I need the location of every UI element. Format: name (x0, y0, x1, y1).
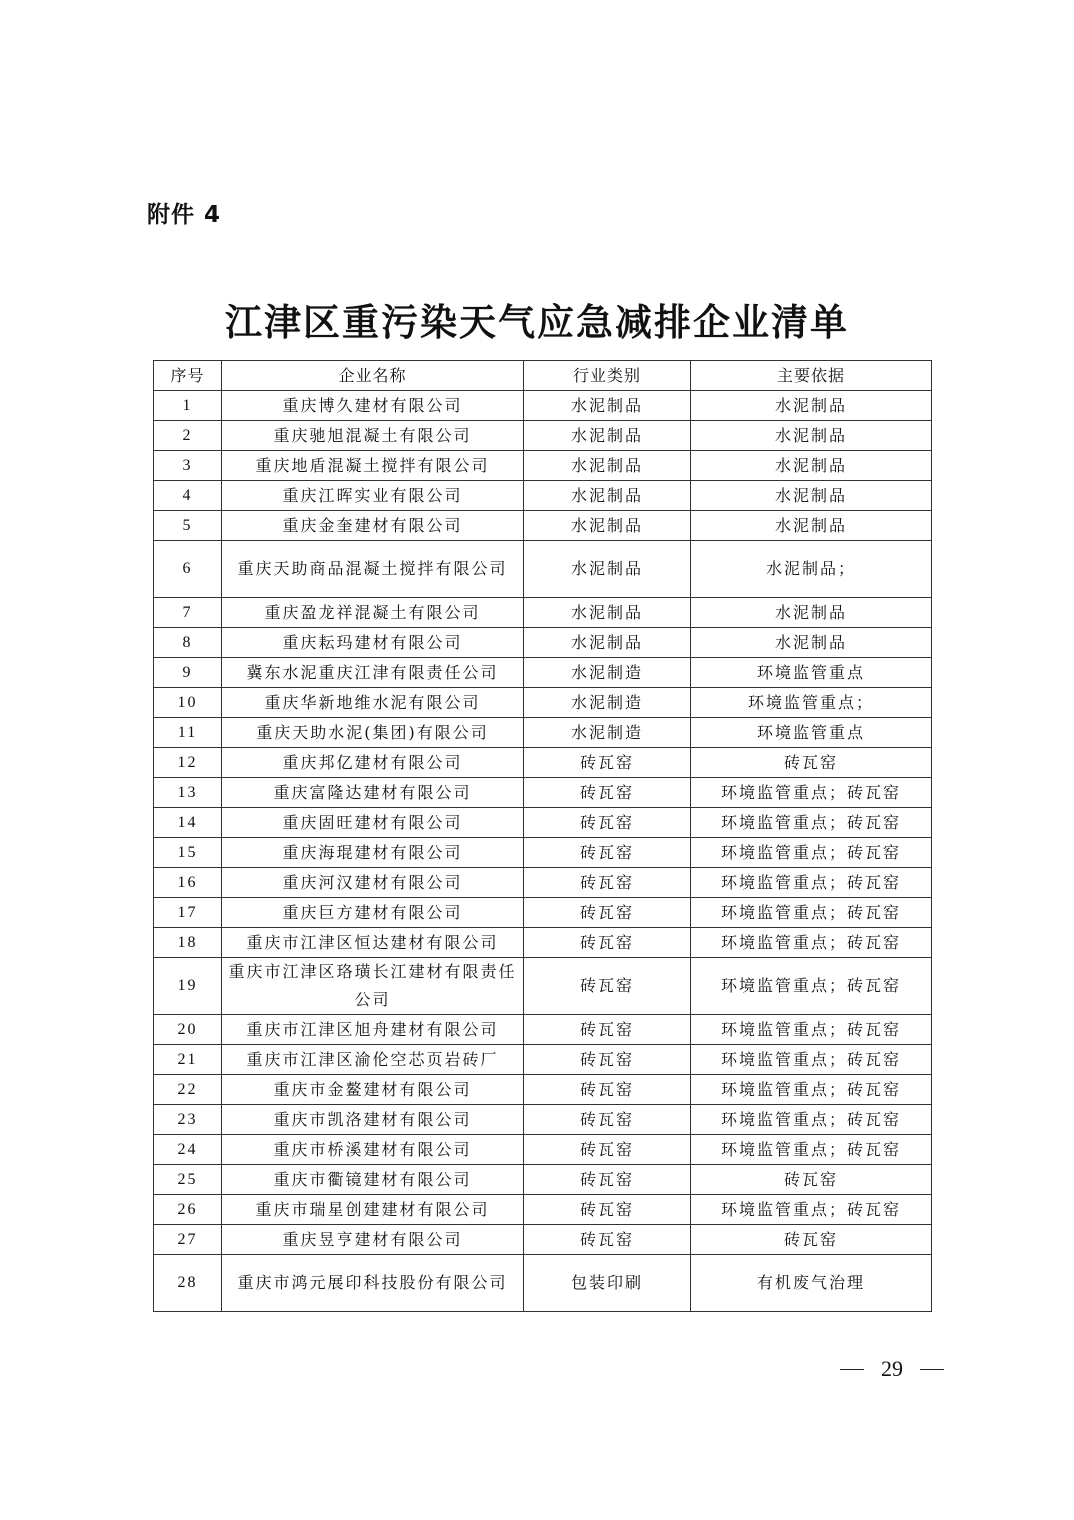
cell-serial: 2 (154, 421, 222, 451)
cell-serial: 27 (154, 1225, 222, 1255)
cell-serial: 15 (154, 838, 222, 868)
cell-serial: 8 (154, 628, 222, 658)
cell-basis: 环境监管重点；砖瓦窑 (691, 1015, 932, 1045)
cell-basis: 砖瓦窑 (691, 748, 932, 778)
cell-industry: 砖瓦窑 (524, 868, 691, 898)
cell-serial: 4 (154, 481, 222, 511)
table-row (154, 1015, 932, 1045)
cell-company-name: 重庆昱亨建材有限公司 (222, 1225, 524, 1255)
table-row (154, 598, 932, 628)
table-row (154, 958, 932, 1015)
cell-company-name: 重庆金奎建材有限公司 (222, 511, 524, 541)
cell-basis: 水泥制品 (691, 628, 932, 658)
header-serial: 序号 (154, 361, 222, 391)
cell-industry: 水泥制品 (524, 421, 691, 451)
table-row (154, 718, 932, 748)
header-basis: 主要依据 (691, 361, 932, 391)
table-row (154, 928, 932, 958)
cell-serial: 22 (154, 1075, 222, 1105)
cell-serial: 7 (154, 598, 222, 628)
table-row (154, 898, 932, 928)
cell-industry: 砖瓦窑 (524, 808, 691, 838)
cell-company-name: 重庆邦亿建材有限公司 (222, 748, 524, 778)
cell-company-name: 重庆耘玛建材有限公司 (222, 628, 524, 658)
cell-company-name: 重庆市瑞星创建建材有限公司 (222, 1195, 524, 1225)
cell-basis: 水泥制品； (691, 541, 932, 598)
header-company-name: 企业名称 (222, 361, 524, 391)
table-row (154, 451, 932, 481)
cell-basis: 环境监管重点；砖瓦窑 (691, 1135, 932, 1165)
cell-basis: 水泥制品 (691, 598, 932, 628)
cell-serial: 13 (154, 778, 222, 808)
cell-basis: 环境监管重点；砖瓦窑 (691, 868, 932, 898)
cell-basis: 环境监管重点；砖瓦窑 (691, 928, 932, 958)
cell-company-name: 重庆市衢镜建材有限公司 (222, 1165, 524, 1195)
cell-basis: 环境监管重点；砖瓦窑 (691, 778, 932, 808)
cell-basis: 砖瓦窑 (691, 1225, 932, 1255)
table-row (154, 391, 932, 421)
cell-industry: 包装印刷 (524, 1255, 691, 1312)
cell-company-name: 重庆博久建材有限公司 (222, 391, 524, 421)
cell-industry: 砖瓦窑 (524, 1105, 691, 1135)
cell-industry: 砖瓦窑 (524, 1045, 691, 1075)
cell-company-name: 重庆江晖实业有限公司 (222, 481, 524, 511)
cell-basis: 环境监管重点；砖瓦窑 (691, 1075, 932, 1105)
cell-company-name: 重庆市江津区珞璜长江建材有限责任公司 (222, 958, 524, 1015)
table-header-row (154, 361, 932, 391)
cell-industry: 水泥制品 (524, 451, 691, 481)
cell-industry: 砖瓦窑 (524, 1135, 691, 1165)
table-row (154, 421, 932, 451)
cell-serial: 21 (154, 1045, 222, 1075)
table-row (154, 1165, 932, 1195)
cell-industry: 砖瓦窑 (524, 778, 691, 808)
footer-dash-right (920, 1369, 944, 1370)
cell-company-name: 重庆市江津区渝伦空芯页岩砖厂 (222, 1045, 524, 1075)
cell-serial: 25 (154, 1165, 222, 1195)
cell-basis: 有机废气治理 (691, 1255, 932, 1312)
cell-basis: 环境监管重点；砖瓦窑 (691, 808, 932, 838)
cell-serial: 23 (154, 1105, 222, 1135)
cell-industry: 水泥制品 (524, 511, 691, 541)
header-industry: 行业类别 (524, 361, 691, 391)
cell-serial: 20 (154, 1015, 222, 1045)
cell-industry: 砖瓦窑 (524, 1165, 691, 1195)
cell-company-name: 重庆巨方建材有限公司 (222, 898, 524, 928)
cell-serial: 19 (154, 958, 222, 1015)
table-row (154, 481, 932, 511)
cell-serial: 24 (154, 1135, 222, 1165)
cell-company-name: 重庆市金鳌建材有限公司 (222, 1075, 524, 1105)
cell-basis: 环境监管重点；砖瓦窑 (691, 838, 932, 868)
cell-industry: 砖瓦窑 (524, 1075, 691, 1105)
cell-company-name: 重庆盈龙祥混凝土有限公司 (222, 598, 524, 628)
cell-industry: 水泥制品 (524, 481, 691, 511)
cell-basis: 环境监管重点； (691, 688, 932, 718)
cell-company-name: 重庆市凯洛建材有限公司 (222, 1105, 524, 1135)
table-row (154, 778, 932, 808)
cell-company-name: 重庆天助商品混凝土搅拌有限公司 (222, 541, 524, 598)
cell-company-name: 重庆市江津区旭舟建材有限公司 (222, 1015, 524, 1045)
cell-basis: 环境监管重点；砖瓦窑 (691, 1195, 932, 1225)
cell-serial: 18 (154, 928, 222, 958)
cell-serial: 16 (154, 868, 222, 898)
cell-industry: 砖瓦窑 (524, 958, 691, 1015)
cell-serial: 26 (154, 1195, 222, 1225)
cell-basis: 水泥制品 (691, 391, 932, 421)
cell-company-name: 冀东水泥重庆江津有限责任公司 (222, 658, 524, 688)
table-row (154, 1105, 932, 1135)
cell-industry: 砖瓦窑 (524, 1195, 691, 1225)
cell-company-name: 重庆华新地维水泥有限公司 (222, 688, 524, 718)
cell-basis: 水泥制品 (691, 451, 932, 481)
table-row (154, 1195, 932, 1225)
cell-company-name: 重庆天助水泥(集团)有限公司 (222, 718, 524, 748)
table-row (154, 1075, 932, 1105)
cell-industry: 砖瓦窑 (524, 898, 691, 928)
cell-serial: 3 (154, 451, 222, 481)
cell-industry: 水泥制品 (524, 391, 691, 421)
cell-industry: 水泥制造 (524, 658, 691, 688)
attachment-label: 附件 4 (147, 202, 222, 228)
cell-basis: 环境监管重点；砖瓦窑 (691, 958, 932, 1015)
cell-company-name: 重庆河汉建材有限公司 (222, 868, 524, 898)
cell-serial: 11 (154, 718, 222, 748)
cell-company-name: 重庆地盾混凝土搅拌有限公司 (222, 451, 524, 481)
cell-industry: 砖瓦窑 (524, 1015, 691, 1045)
cell-industry: 砖瓦窑 (524, 838, 691, 868)
page-footer (840, 1356, 944, 1382)
cell-basis: 环境监管重点；砖瓦窑 (691, 1045, 932, 1075)
table-row (154, 748, 932, 778)
document-title: 江津区重污染天气应急减排企业清单 (225, 300, 849, 344)
table-row (154, 511, 932, 541)
cell-basis: 水泥制品 (691, 481, 932, 511)
cell-serial: 10 (154, 688, 222, 718)
cell-industry: 水泥制品 (524, 628, 691, 658)
cell-basis: 砖瓦窑 (691, 1165, 932, 1195)
cell-basis: 环境监管重点；砖瓦窑 (691, 1105, 932, 1135)
table-row (154, 628, 932, 658)
table-row (154, 1255, 932, 1312)
cell-basis: 环境监管重点 (691, 718, 932, 748)
table-row (154, 658, 932, 688)
table-row (154, 1225, 932, 1255)
cell-basis: 环境监管重点；砖瓦窑 (691, 898, 932, 928)
footer-dash-left (840, 1369, 864, 1370)
table-row (154, 541, 932, 598)
cell-basis: 水泥制品 (691, 511, 932, 541)
cell-serial: 1 (154, 391, 222, 421)
cell-company-name: 重庆市江津区恒达建材有限公司 (222, 928, 524, 958)
cell-serial: 17 (154, 898, 222, 928)
cell-industry: 水泥制造 (524, 688, 691, 718)
cell-industry: 砖瓦窑 (524, 748, 691, 778)
page-number: 29 (881, 1356, 903, 1381)
cell-serial: 9 (154, 658, 222, 688)
table-row (154, 1045, 932, 1075)
table-row (154, 838, 932, 868)
cell-company-name: 重庆富隆达建材有限公司 (222, 778, 524, 808)
table-body (154, 391, 932, 1312)
cell-serial: 12 (154, 748, 222, 778)
cell-industry: 水泥制造 (524, 718, 691, 748)
cell-company-name: 重庆固旺建材有限公司 (222, 808, 524, 838)
table-row (154, 688, 932, 718)
table-row (154, 808, 932, 838)
cell-serial: 5 (154, 511, 222, 541)
table-row (154, 1135, 932, 1165)
cell-company-name: 重庆海琨建材有限公司 (222, 838, 524, 868)
cell-serial: 6 (154, 541, 222, 598)
cell-serial: 28 (154, 1255, 222, 1312)
cell-industry: 水泥制品 (524, 541, 691, 598)
cell-company-name: 重庆驰旭混凝土有限公司 (222, 421, 524, 451)
cell-basis: 水泥制品 (691, 421, 932, 451)
cell-industry: 水泥制品 (524, 598, 691, 628)
cell-company-name: 重庆市鸿元展印科技股份有限公司 (222, 1255, 524, 1312)
cell-serial: 14 (154, 808, 222, 838)
table-row (154, 868, 932, 898)
cell-industry: 砖瓦窑 (524, 928, 691, 958)
cell-company-name: 重庆市桥溪建材有限公司 (222, 1135, 524, 1165)
cell-industry: 砖瓦窑 (524, 1225, 691, 1255)
cell-basis: 环境监管重点 (691, 658, 932, 688)
enterprise-table (153, 360, 932, 1312)
